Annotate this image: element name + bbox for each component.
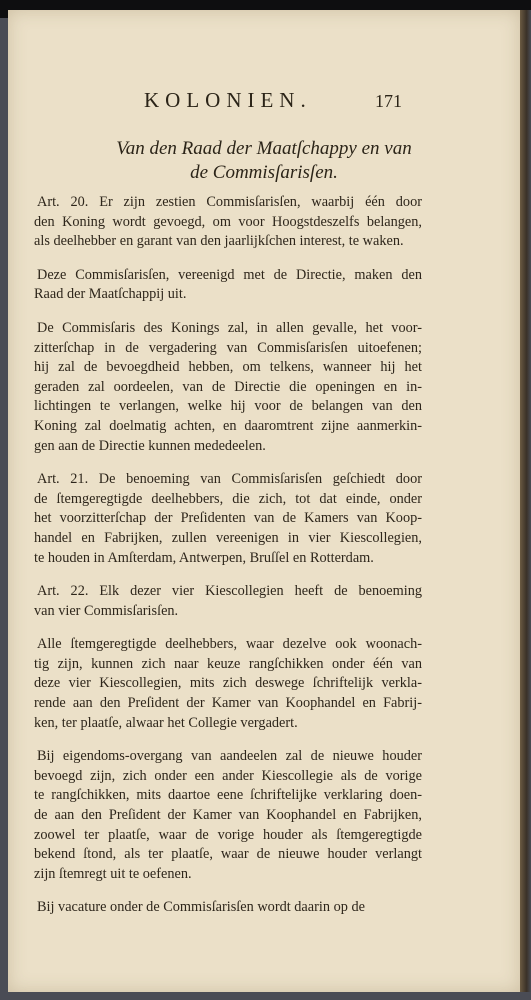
text-line: bevoegd zijn, zich onder een ander Kiescollegie als de vorige: [34, 767, 422, 784]
text-line: lichtingen te verlangen, welke hij voor de belangen van den: [34, 398, 422, 415]
text-line: rende aan den Preſident der Kamer van Koophandel en Fabrij-: [34, 695, 422, 712]
text-line: de aan den Preſident der Kamer van Koophandel en Fabrijken,: [34, 807, 422, 824]
paragraph: [34, 747, 422, 884]
text-line: hij zal de bevoegdheid hebben, om telkens, wanneer hij het: [34, 359, 422, 376]
text-line: handel en Fabrijken, zullen vereenigen in vier Kiescollegien,: [34, 529, 422, 546]
text-line: bekend ſtond, als ter plaatſe, waar de nieuwe houder verlangt: [34, 846, 422, 863]
book-page: [8, 10, 520, 992]
text-line: zitterſchap in de vergadering van Commisſarisſen uitoefenen;: [34, 339, 422, 356]
text-line: van vier Commisſarisſen.: [34, 602, 179, 619]
section-title-line-2: de Commisſarisſen.: [190, 162, 338, 183]
paragraph: [34, 635, 422, 733]
paragraph: [34, 582, 422, 621]
page-number: 171: [375, 91, 402, 111]
paragraph: [34, 470, 422, 568]
text-line: Deze Commisſarisſen, vereenigd met de Directie, maken den: [37, 266, 422, 283]
text-line: de ſtemgeregtigde deelhebbers, die zich, tot dat einde, onder: [34, 490, 422, 507]
text-line: tig zijn, kunnen zich naar keuze rangſchikken onder één van: [34, 655, 422, 672]
text-line: als deelhebber en garant van den jaarlijkſchen interest, te waken.: [34, 233, 404, 250]
text-line: te rangſchikken, mits daartoe eene ſchriftelijke verklaring doen-: [34, 787, 422, 804]
text-line: Art. 20. Er zijn zestien Commisſarisſen, waarbij één door: [37, 194, 422, 210]
text-line: Art. 21. De benoeming van Commisſarisſen geſchiedt door: [37, 471, 422, 488]
paragraph: [34, 266, 422, 305]
text-line: gen aan de Directie kunnen mededeelen.: [34, 437, 266, 454]
paragraph: [34, 898, 422, 918]
page-header: [8, 88, 520, 118]
text-line: geraden zal oordeelen, van de Directie die openingen en in-: [34, 378, 422, 395]
text-line: Koning zal doelmatig achten, en daaromtrent zijne aanmerkin-: [34, 417, 422, 434]
paragraph: [34, 319, 422, 456]
paragraph: [34, 193, 422, 252]
section-title-line-1: Van den Raad der Maatſchappy en van: [116, 138, 412, 159]
text-line: De Commisſaris des Konings zal, in allen gevalle, het voor-: [37, 319, 422, 336]
section-title: [8, 137, 520, 185]
text-line: Art. 22. Elk dezer vier Kiescollegien heeft de benoeming: [37, 583, 422, 600]
text-line: te houden in Amſterdam, Antwerpen, Bruſſel en Rotterdam.: [34, 549, 374, 566]
running-title: KOLONIEN.: [144, 88, 312, 112]
text-line: zijn ſtemregt uit te oefenen.: [34, 865, 192, 882]
text-line: den Koning wordt gevoegd, om voor Hoogstdeszelfs belangen,: [34, 213, 422, 230]
text-line: het voorzitterſchap der Preſidenten van de Kamers van Koop-: [34, 510, 422, 527]
text-line: ken, ter plaatſe, alwaar het Collegie vergadert.: [34, 714, 298, 731]
page-edge: [520, 10, 531, 992]
text-line: zoowel ter plaatſe, waar de vorige houder als ſtemgeregtigde: [34, 826, 422, 843]
text-line: Raad der Maatſchappij uit.: [34, 286, 187, 303]
text-line: Bij vacature onder de Commisſarisſen wordt daarin op de: [37, 899, 365, 916]
text-line: Alle ſtemgeregtigde deelhebbers, waar dezelve ook woonach-: [37, 636, 422, 653]
body-text: [34, 193, 422, 932]
text-line: deze vier Kiescollegien, mits zich deswege ſchriftelijk verkla-: [34, 675, 422, 692]
text-line: Bij eigendoms-overgang van aandeelen zal de nieuwe houder: [37, 748, 422, 765]
